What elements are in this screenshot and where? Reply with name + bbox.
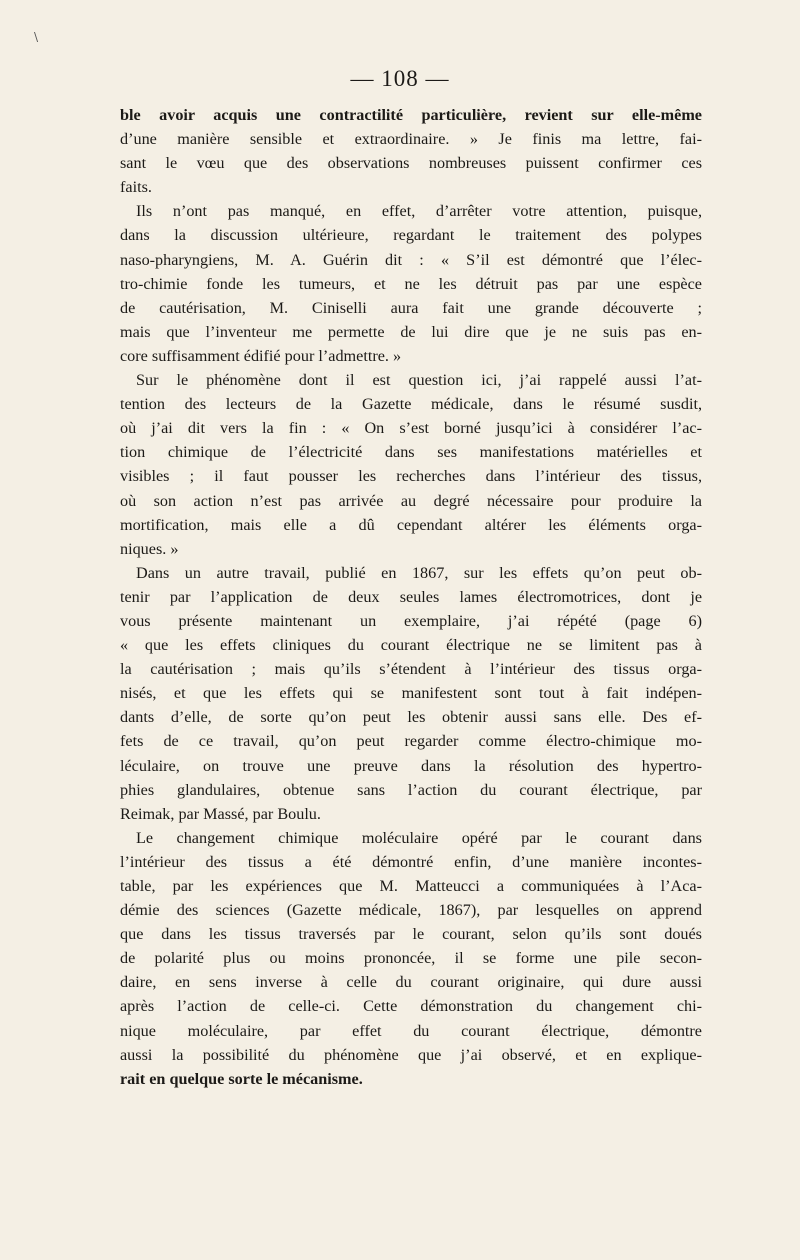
- text-line: tention des lecteurs de la Gazette médicale, dans le résumé susdit,: [120, 395, 702, 414]
- text-line: après l’action de celle-ci. Cette démonstration du changement chi-: [120, 997, 702, 1016]
- text-line: mais que l’inventeur me permette de lui dire que je ne suis pas en-: [120, 322, 702, 341]
- paragraph: [120, 826, 702, 1091]
- text-line: Ils n’ont pas manqué, en effet, d’arrêter votre attention, puisque,: [136, 202, 702, 221]
- text-line: nisés, et que les effets qui se manifestent sont tout à fait indépen-: [120, 684, 702, 703]
- text-line: daire, en sens inverse à celle du courant originaire, qui dure aussi: [120, 973, 702, 992]
- text-line: où j’ai dit vers la fin : « On s’est borné jusqu’ici à considérer l’ac-: [120, 419, 702, 438]
- text-line: vous présente maintenant un exemplaire, j’ai répété (page 6): [120, 611, 702, 630]
- text-line: ble avoir acquis une contractilité particulière, revient sur elle-même: [120, 106, 702, 124]
- page-number: — 108 —: [350, 66, 450, 91]
- paragraph: [120, 561, 702, 826]
- text-line: Le changement chimique moléculaire opéré par le courant dans: [136, 828, 702, 847]
- text-line: Sur le phénomène dont il est question ici, j’ai rappelé aussi l’at-: [136, 371, 702, 390]
- text-line: visibles ; il faut pousser les recherches dans l’intérieur des tissus,: [120, 467, 702, 486]
- text-line: la cautérisation ; mais qu’ils s’étendent à l’intérieur des tissus orga-: [120, 660, 702, 679]
- paper-speck: \: [34, 30, 39, 44]
- text-line: niques. »: [120, 539, 179, 558]
- text-line: tro-chimie fonde les tumeurs, et ne les détruit pas par une espèce: [120, 274, 702, 293]
- text-line: mortification, mais elle a dû cependant altérer les éléments orga-: [120, 515, 702, 534]
- paragraph: [120, 368, 702, 561]
- text-line: de cautérisation, M. Ciniselli aura fait une grande découverte ;: [120, 298, 702, 317]
- text-line: phies glandulaires, obtenue sans l’action du courant électrique, par: [120, 780, 702, 799]
- text-line: aussi la possibilité du phénomène que j’ai observé, et en explique-: [120, 1045, 702, 1064]
- paragraph: [120, 199, 702, 368]
- text-line: naso-pharyngiens, M. A. Guérin dit : « S’il est démontré que l’élec-: [120, 250, 702, 269]
- text-line: « que les effets cliniques du courant électrique ne se limitent pas à: [120, 636, 702, 655]
- body-text: [120, 103, 702, 1091]
- text-line: Dans un autre travail, publié en 1867, sur les effets qu’on peut ob-: [136, 563, 702, 582]
- paragraph: [120, 103, 702, 199]
- text-line: core suffisamment édifié pour l’admettre. »: [120, 346, 402, 365]
- text-line: d’une manière sensible et extraordinaire. » Je finis ma lettre, fai-: [120, 130, 702, 149]
- text-line: tion chimique de l’électricité dans ses manifestations matérielles et: [120, 443, 702, 462]
- text-line: léculaire, on trouve une preuve dans la résolution des hypertro-: [120, 756, 702, 775]
- text-line: rait en quelque sorte le mécanisme.: [120, 1069, 363, 1088]
- text-line: l’intérieur des tissus a été démontré enfin, d’une manière incontes-: [120, 852, 702, 871]
- text-line: dans la discussion ultérieure, regardant le traitement des polypes: [120, 226, 702, 245]
- text-line: de polarité plus ou moins prononcée, il se forme une pile secon-: [120, 949, 702, 968]
- text-line: nique moléculaire, par effet du courant électrique, démontre: [120, 1021, 702, 1040]
- text-line: table, par les expériences que M. Matteucci a communiquées à l’Aca-: [120, 877, 702, 895]
- text-line: faits.: [120, 178, 152, 197]
- text-line: que dans les tissus traversés par le courant, selon qu’ils sont doués: [120, 925, 702, 944]
- text-line: fets de ce travail, qu’on peut regarder comme électro-chimique mo-: [120, 732, 702, 751]
- text-line: démie des sciences (Gazette médicale, 1867), par lesquelles on apprend: [120, 901, 702, 920]
- text-line: tenir par l’application de deux seules lames électromotrices, dont je: [120, 587, 702, 606]
- text-line: où son action n’est pas arrivée au degré nécessaire pour produire la: [120, 491, 702, 510]
- text-line: sant le vœu que des observations nombreuses puissent confirmer ces: [120, 154, 702, 173]
- text-line: Reimak, par Massé, par Boulu.: [120, 804, 321, 823]
- text-line: dants d’elle, de sorte qu’on peut les obtenir aussi sans elle. Des ef-: [120, 708, 702, 727]
